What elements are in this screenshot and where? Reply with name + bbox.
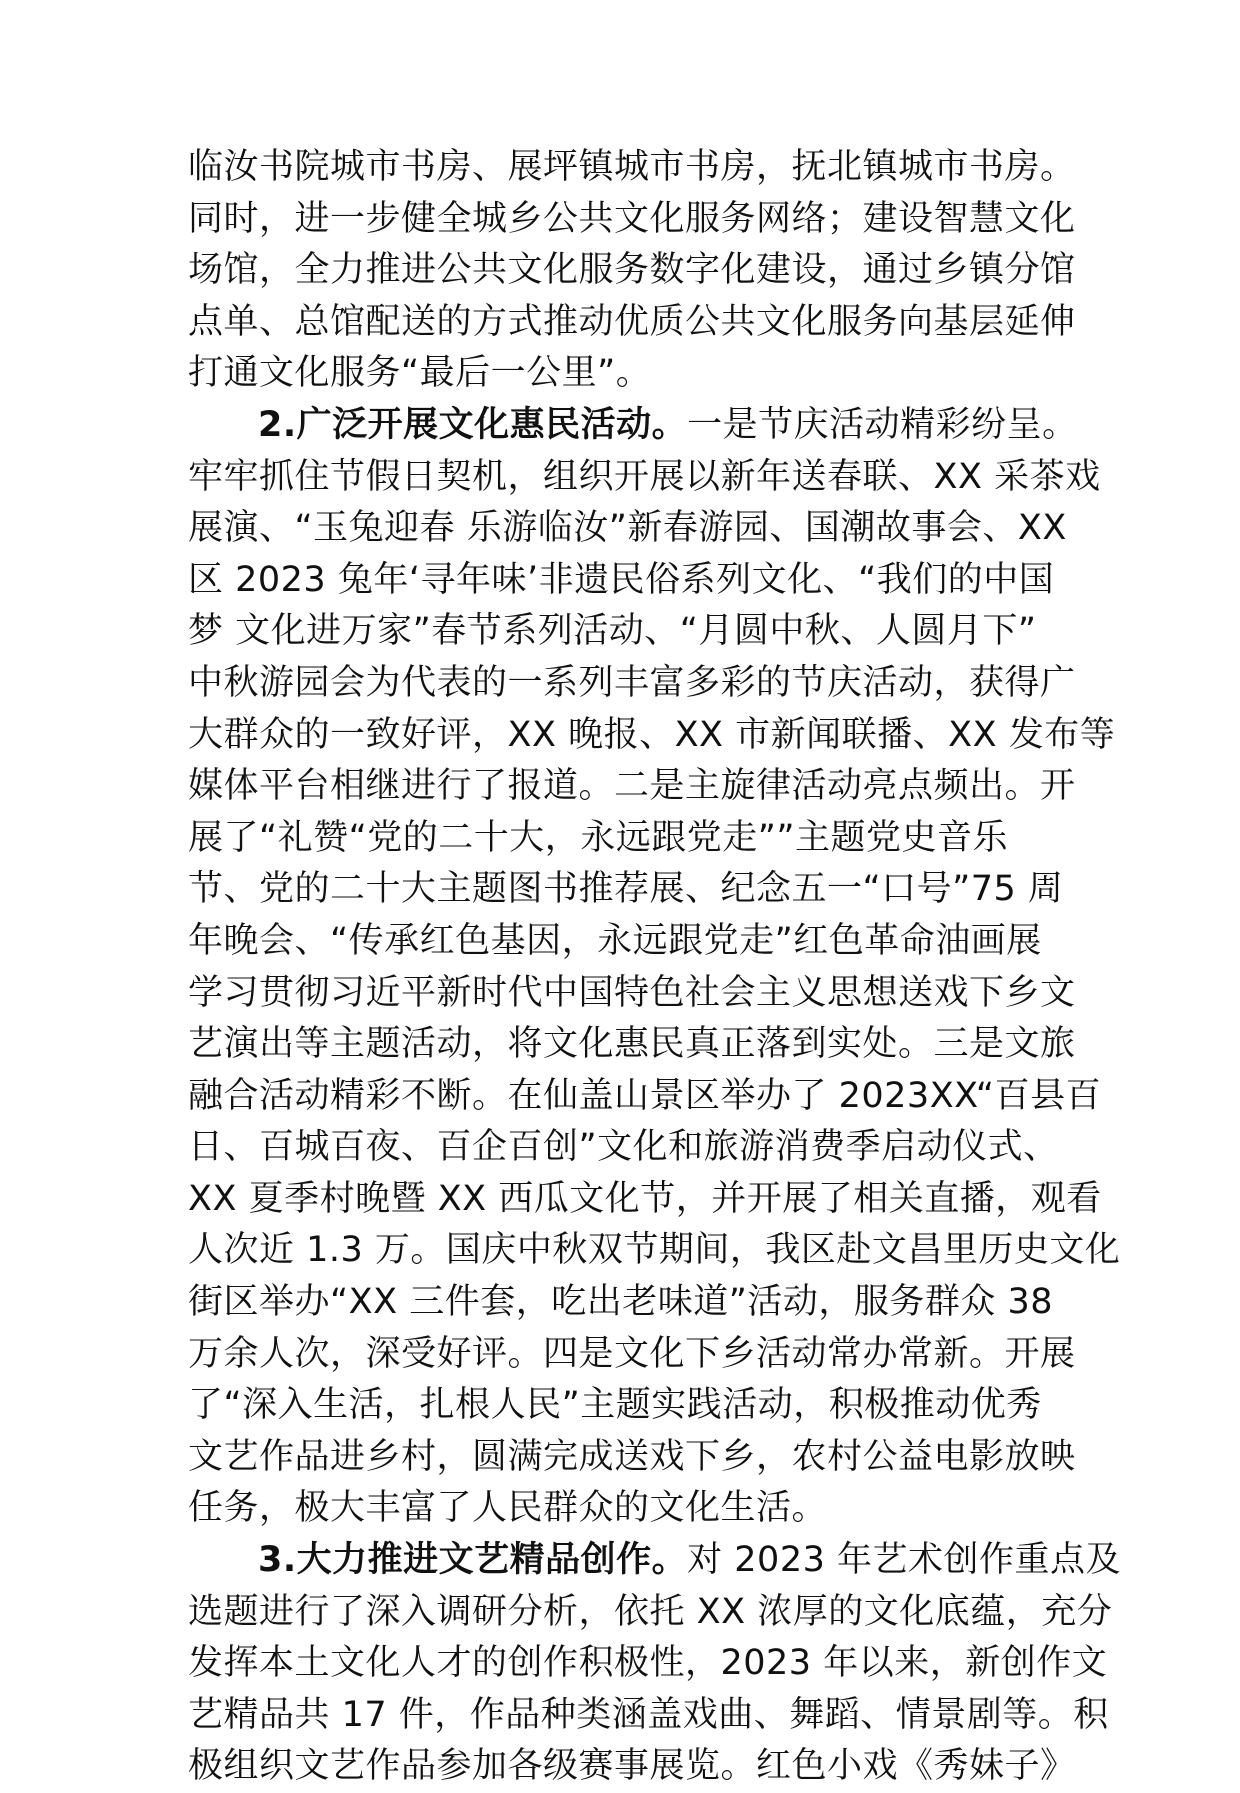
text-line — [188, 1483, 1060, 1535]
text-line — [188, 1071, 1102, 1123]
body-text: 极组织文艺作品参加各级赛事展览。红色小戏《秀妹子》 — [188, 1746, 1076, 1787]
body-text: 区 2023 兔年‘寻年味’非遗民俗系列文化、“我们的中国 — [188, 559, 1055, 600]
body-text: 一是节庆活动精彩纷呈。 — [687, 404, 1078, 445]
text-line — [188, 1019, 1076, 1071]
body-text: 打通文化服务“最后一公里”。 — [188, 353, 652, 394]
text-line — [188, 658, 1076, 710]
text-line — [188, 1380, 1060, 1432]
body-text: 人次近 1.3 万。国庆中秋双节期间，我区赴文昌里历史文化 — [188, 1230, 1121, 1271]
body-text: 了“深入生活，扎根人民”主题实践活动，积极推动优秀 — [188, 1385, 1042, 1426]
text-line — [188, 1741, 1076, 1793]
body-text: 梦 文化进万家”春节系列活动、“月圆中秋、人圆月下” — [188, 611, 1037, 652]
text-line — [188, 1690, 1109, 1742]
text-line — [188, 1174, 1102, 1226]
text-line — [188, 761, 1076, 813]
body-text: 任务，极大丰富了人民群众的文化生活。 — [188, 1488, 828, 1529]
text-line — [188, 348, 1060, 400]
text-line — [188, 968, 1076, 1020]
body-text: 展演、“玉兔迎春 乐游临汝”新春游园、国潮故事会、XX — [188, 508, 1067, 549]
body-text: 艺演出等主题活动，将文化惠民真正落到实处。三是文旅 — [188, 1024, 1076, 1065]
body-text: 艺精品共 17 件，作品种类涵盖戏曲、舞蹈、情景剧等。积 — [188, 1694, 1109, 1735]
body-text: 融合活动精彩不断。在仙盖山景区举办了 2023XX“百县百 — [188, 1075, 1102, 1116]
section-heading: 2.广泛开展文化惠民活动。 — [258, 404, 688, 445]
text-line — [188, 1122, 1060, 1174]
body-text: 牢牢抓住节假日契机，组织开展以新年送春联、XX 采茶戏 — [188, 456, 1101, 497]
text-line — [188, 1329, 1076, 1381]
body-text: 选题进行了深入调研分析，依托 XX 浓厚的文化底蕴，充分 — [188, 1591, 1113, 1632]
text-line — [188, 297, 1076, 349]
text-line — [188, 1587, 1113, 1639]
text-line — [188, 710, 1116, 762]
text-line — [188, 452, 1101, 504]
document-page — [188, 142, 1121, 1793]
body-text: XX 夏季村晚暨 XX 西瓜文化节，并开展了相关直播，观看 — [188, 1178, 1102, 1219]
body-text: 媒体平台相继进行了报道。二是主旋律活动亮点频出。开 — [188, 766, 1076, 807]
body-text: 文艺作品进乡村，圆满完成送戏下乡，农村公益电影放映 — [188, 1436, 1076, 1477]
section-heading-line — [188, 400, 1078, 452]
text-line — [188, 245, 1076, 297]
body-text: 场馆，全力推进公共文化服务数字化建设，通过乡镇分馆 — [188, 250, 1076, 291]
body-text: 年晚会、“传承红色基因，永远跟党走”红色革命油画展 — [188, 920, 1042, 961]
body-text: 大群众的一致好评，XX 晚报、XX 市新闻联播、XX 发布等 — [188, 714, 1116, 755]
body-text: 点单、总馆配送的方式推动优质公共文化服务向基层延伸 — [188, 301, 1076, 342]
body-text: 中秋游园会为代表的一系列丰富多彩的节庆活动，获得广 — [188, 662, 1076, 703]
text-line — [188, 864, 1064, 916]
body-text: 日、百城百夜、百企百创”文化和旅游消费季启动仪式、 — [188, 1127, 1059, 1168]
body-text: 对 2023 年艺术创作重点及 — [687, 1540, 1121, 1581]
text-line — [188, 606, 1060, 658]
body-text: 同时，进一步健全城乡公共文化服务网络；建设智慧文化 — [188, 198, 1076, 239]
text-line — [188, 1638, 1108, 1690]
body-text: 学习贯彻习近平新时代中国特色社会主义思想送戏下乡文 — [188, 972, 1076, 1013]
body-text: 万余人次，深受好评。四是文化下乡活动常办常新。开展 — [188, 1333, 1076, 1374]
text-line — [188, 1225, 1121, 1277]
body-text: 展了“礼赞“党的二十大，永远跟党走””主题党史音乐 — [188, 817, 1009, 858]
text-line — [188, 194, 1076, 246]
text-line — [188, 813, 1060, 865]
body-text: 街区举办“XX 三件套，吃出老味道”活动，服务群众 38 — [188, 1282, 1054, 1323]
text-line — [188, 503, 1067, 555]
section-heading-line — [188, 1535, 1121, 1587]
body-text: 节、党的二十大主题图书推荐展、纪念五一“口号”75 周 — [188, 869, 1064, 910]
text-line — [188, 555, 1060, 607]
section-heading: 3.大力推进文艺精品创作。 — [258, 1540, 688, 1581]
text-line — [188, 142, 1076, 194]
body-text: 发挥本土文化人才的创作积极性，2023 年以来，新创作文 — [188, 1643, 1108, 1684]
text-line — [188, 916, 1060, 968]
body-text: 临汝书院城市书房、展坪镇城市书房，抚北镇城市书房。 — [188, 147, 1076, 187]
text-line — [188, 1277, 1060, 1329]
text-line — [188, 1432, 1076, 1484]
